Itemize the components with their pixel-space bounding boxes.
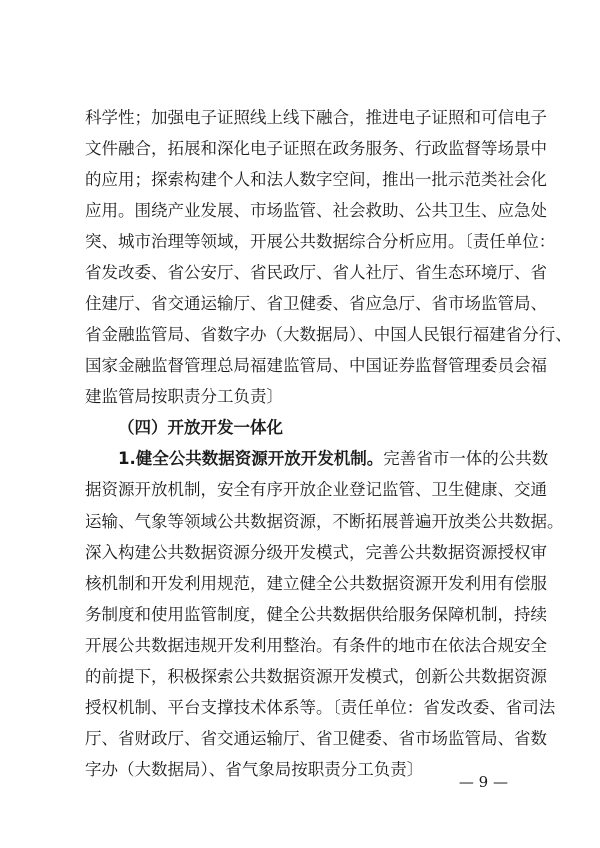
- paragraph-line: 省金融监管局、省数字办（大数据局）、中国人民银行福建省分行、: [85, 325, 572, 344]
- paragraph-line: 的应用；探索构建个人和法人数字空间，推出一批示范类社会化: [85, 170, 547, 189]
- paragraph-line: 务制度和使用监管制度，健全公共数据供给服务保障机制，持续: [85, 605, 547, 624]
- paragraph-line: 国家金融监督管理总局福建监管局、中国证券监督管理委员会福: [85, 356, 547, 375]
- paragraph-lead-text: 完善省市一体的公共数: [383, 449, 549, 468]
- paragraph-line: 授权机制、平台支撑技术体系等。〔责任单位：省发改委、省司法: [85, 698, 556, 717]
- paragraph-line: 字办（大数据局）、省气象局按职责分工负责〕: [85, 760, 424, 779]
- paragraph-line: 运输、气象等领域公共数据资源，不断拓展普遍开放类公共数据。: [85, 512, 564, 531]
- paragraph-lead-line: [118, 448, 549, 470]
- paragraph-line: 建监管局按职责分工负责〕: [85, 387, 283, 406]
- paragraph-line: 住建厅、省交通运输厅、省卫健委、省应急厅、省市场监管局、: [85, 294, 547, 313]
- section-heading: （四）开放开发一体化: [118, 418, 283, 437]
- paragraph-line: 省发改委、省公安厅、省民政厅、省人社厅、省生态环境厅、省: [85, 263, 547, 282]
- paragraph-line: 的前提下，积极探索公共数据资源开发模式，创新公共数据资源: [85, 667, 547, 686]
- paragraph-line: 深入构建公共数据资源分级开发模式，完善公共数据资源授权审: [85, 543, 547, 562]
- paragraph-line: 核机制和开发利用规范，建立健全公共数据资源开发利用有偿服: [85, 574, 547, 593]
- paragraph-line: 突、城市治理等领域，开展公共数据综合分析应用。〔责任单位：: [85, 232, 556, 251]
- page-number: — 9 —: [458, 773, 508, 791]
- paragraph-line: 厅、省财政厅、省交通运输厅、省卫健委、省市场监管局、省数: [85, 729, 547, 748]
- paragraph-line: 应用。围绕产业发展、市场监管、社会救助、公共卫生、应急处: [85, 201, 547, 220]
- paragraph-line: 开展公共数据违规开发利用整治。有条件的地市在依法合规安全: [85, 636, 547, 655]
- subsection-title: 1.健全公共数据资源开放开发机制。: [118, 449, 384, 468]
- paragraph-line: 据资源开放机制，安全有序开放企业登记监管、卫生健康、交通: [85, 480, 547, 499]
- paragraph-line: 科学性；加强电子证照线上线下融合，推进电子证照和可信电子: [85, 108, 547, 127]
- paragraph-line: 文件融合，拓展和深化电子证照在政务服务、行政监督等场景中: [85, 139, 547, 158]
